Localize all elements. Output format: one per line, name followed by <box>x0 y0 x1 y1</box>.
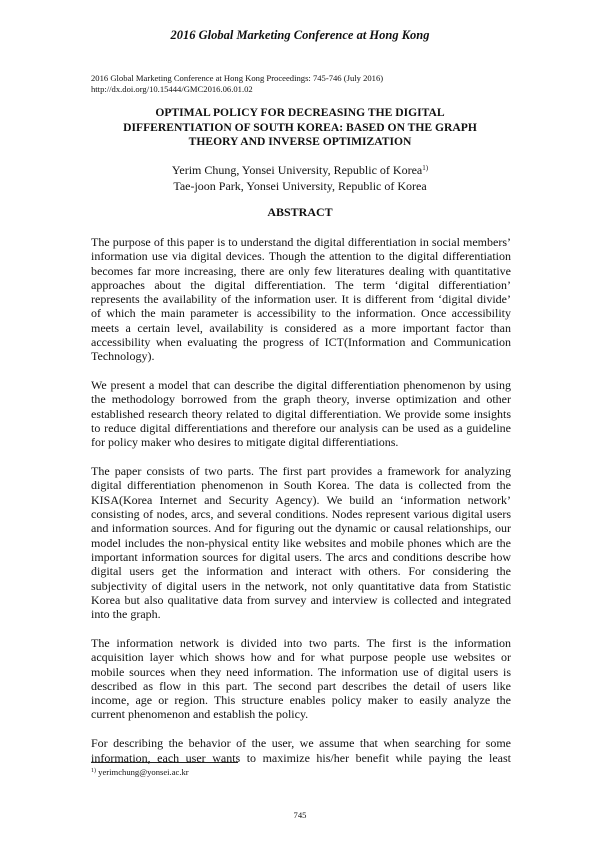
paragraph-line: The purpose of this paper is to understand the digital differentiation in social members’ <box>91 235 511 249</box>
footnote-marker: 1) <box>91 768 96 774</box>
abstract-paragraph <box>91 235 511 364</box>
page-number: 745 <box>293 810 307 820</box>
paragraph-line: income, age or region. This structure enables policy maker to easily analyze the <box>91 693 511 708</box>
footnote <box>91 767 189 777</box>
paragraph-line: approaches about the digital differentiation. The term ‘digital differentiation’ <box>91 277 511 292</box>
paragraph-line: information use via digital devices. Though the attention to the digital differentiation <box>91 249 511 264</box>
paragraph-line: information, each user wants to maximize his/her benefit while paying the least <box>91 750 511 765</box>
footnote-divider <box>91 762 238 763</box>
author-line <box>60 178 540 194</box>
paragraph-line: Korea but also qualitative data from survey and interview is collected and integrated <box>91 592 511 607</box>
paragraph-line: described as flow in this part. The second part describes the detail of users like <box>91 678 511 693</box>
abstract-paragraph <box>91 464 511 621</box>
paragraph-line: acquisition layer which shows how and for what purpose people use websites or <box>91 650 511 665</box>
paragraph-line: important information sources for digital users. The arcs and conditions describe how <box>91 549 511 564</box>
paragraph-line: consisting of nodes, arcs, and several conditions. Nodes represent various digital users <box>91 507 511 522</box>
paragraph-line: current phenomenon and establish the policy. <box>91 707 309 722</box>
paragraph-line: established research theory related to digital differentiation. We provide some insights <box>91 406 511 421</box>
title-line: OPTIMAL POLICY FOR DECREASING THE DIGITAL <box>155 106 445 119</box>
paragraph-line: Technology). <box>91 349 155 364</box>
paragraph-line: into the graph. <box>91 607 161 622</box>
doi-link[interactable]: http://dx.doi.org/10.15444/GMC2016.06.01.02 <box>91 84 253 94</box>
abstract-paragraph <box>91 736 511 765</box>
paragraph-line: The information network is divided into two parts. The first is the information <box>91 635 511 650</box>
paragraph-line: mobile sources when they need information. The information use of digital users is <box>91 664 511 679</box>
paragraph-line: the methodology borrowed from the graph theory, inverse optimization and other <box>91 392 511 407</box>
paper-title <box>60 106 540 150</box>
proceedings-info <box>91 73 511 95</box>
title-line: THEORY AND INVERSE OPTIMIZATION <box>188 135 412 148</box>
proceedings-citation: 2016 Global Marketing Conference at Hong Kong Proceedings: 745-746 (July 2016) <box>91 73 384 83</box>
paragraph-line: and information sources. And for figuring out the dynamic or causal relationships, our <box>91 521 511 536</box>
author-list <box>60 162 540 194</box>
title-line: DIFFERENTIATION OF SOUTH KOREA: BASED ON THE GRAPH <box>123 120 477 134</box>
paragraph-line: subjectivity of digital users in the network, not only quantitative data from Statistic <box>91 578 511 593</box>
paragraph-line: We present a model that can describe the digital differentiation phenomenon by using <box>91 378 511 393</box>
paragraph-line: to reduce digital differentiations and therefore our analysis can be used as a guideline <box>91 421 511 436</box>
paragraph-line: For describing the behavior of the user, we assume that when searching for some <box>91 736 511 751</box>
paragraph-line: of which the main parameter is accessibility to the information. Once accessibility <box>91 306 511 321</box>
paragraph-line: for policy maker who desires to mitigate digital differentiations. <box>91 435 399 450</box>
paragraph-line: digital differentiation phenomenon in South Korea. The data is collected from the <box>91 478 511 493</box>
paragraph-line: model includes the non-physical entity like websites and mobile phones which are the <box>91 535 511 550</box>
paragraph-line: digital users get the information and interact with others. For considering the <box>91 564 511 579</box>
paragraph-line: KISA(Korea Internet and Security Agency). We build an ‘information network’ <box>91 492 511 507</box>
abstract-body <box>91 235 511 779</box>
abstract-paragraph <box>91 378 511 449</box>
abstract-paragraph <box>91 636 511 722</box>
footnote-email: yerimchung@yonsei.ac.kr <box>98 767 189 777</box>
footnote-marker: 1) <box>422 164 429 172</box>
abstract-heading: ABSTRACT <box>267 205 333 219</box>
paragraph-line: becomes far more increasing, there are only few literatures dealing with quantitative <box>91 263 511 278</box>
paragraph-line: represents the availability of the information user. It is different from ‘digital divide’ <box>91 292 511 307</box>
author-name: Tae-joon Park, Yonsei University, Republic of Korea <box>173 179 427 193</box>
paragraph-line: meets a certain level, availability is considered as a more important factor than <box>91 320 511 335</box>
paragraph-line: The paper consists of two parts. The first part provides a framework for analyzing <box>91 464 511 479</box>
author-name: Yerim Chung, Yonsei University, Republic of Korea <box>171 163 423 177</box>
paragraph-line: accessibility when evaluating the progress of ICT(Information and Communication <box>91 335 511 350</box>
running-head: 2016 Global Marketing Conference at Hong Kong <box>170 28 430 42</box>
author-line <box>60 162 540 178</box>
